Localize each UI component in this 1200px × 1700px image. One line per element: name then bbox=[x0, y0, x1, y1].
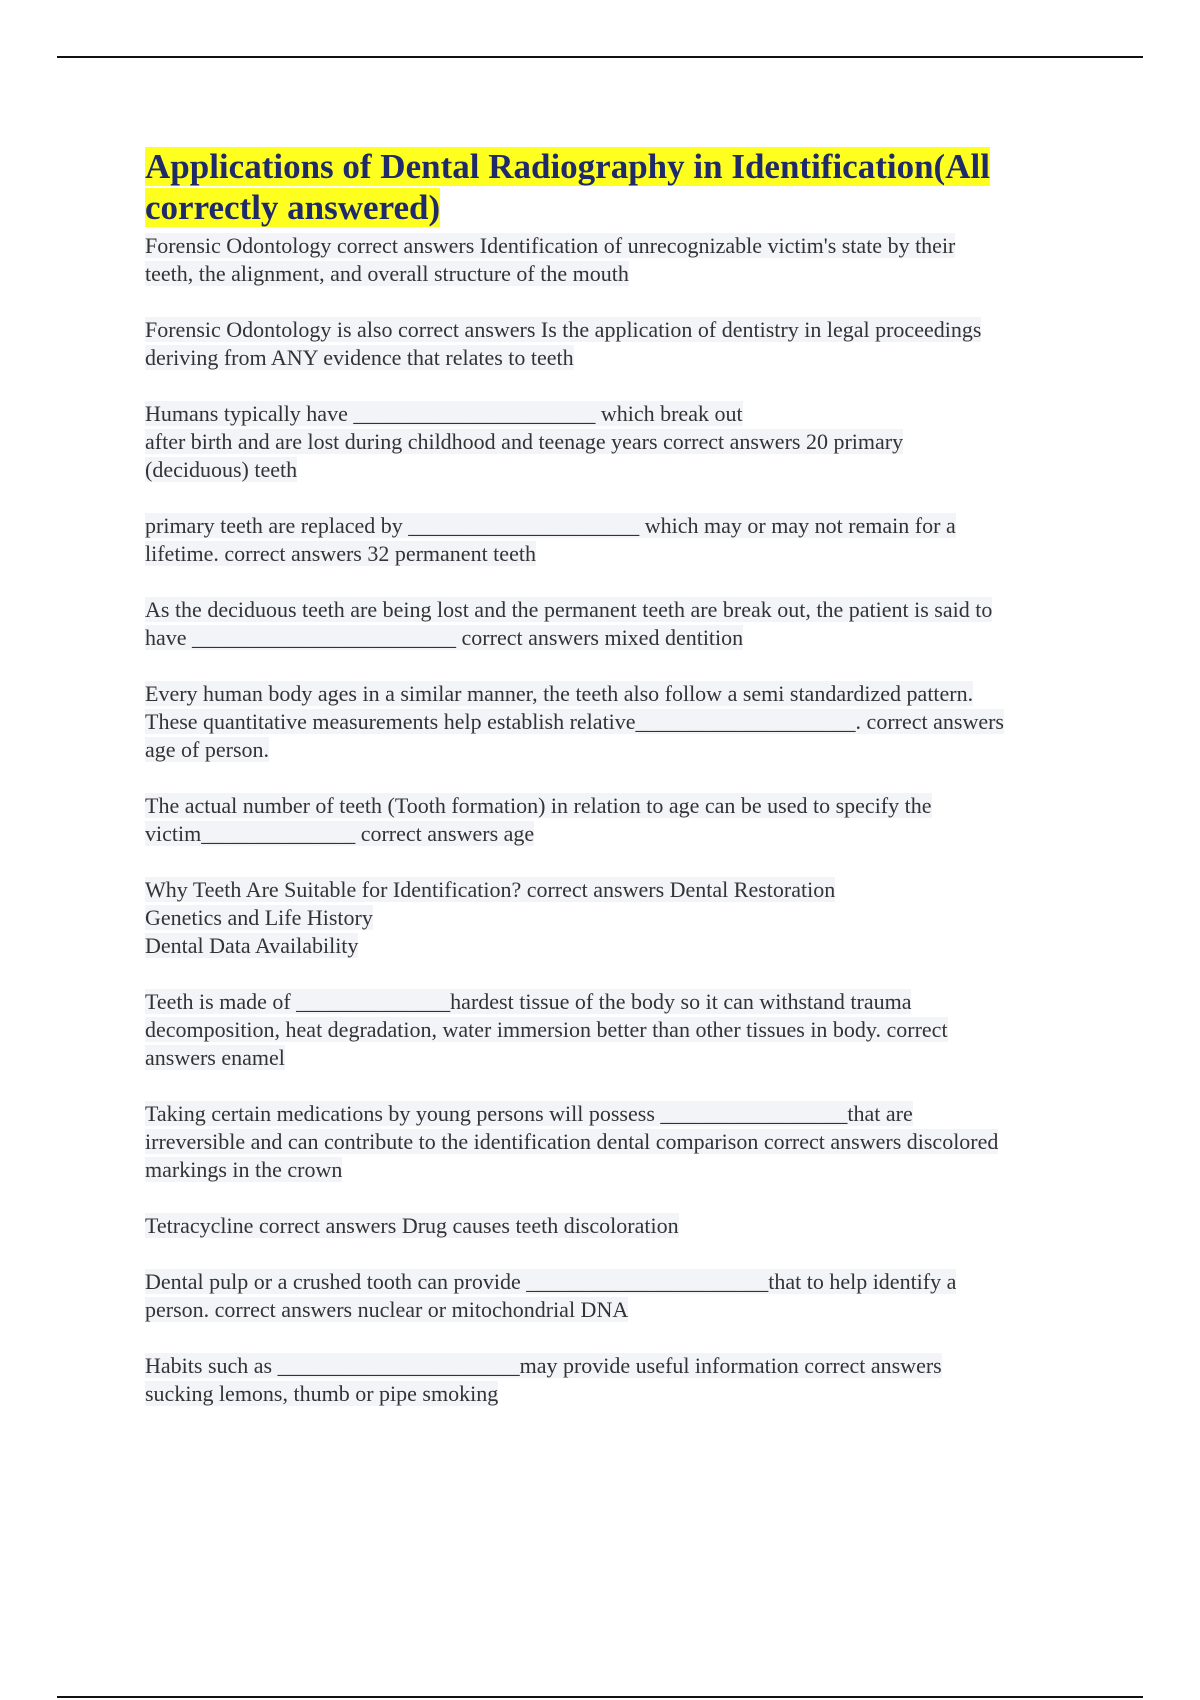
qa-entry bbox=[145, 512, 1105, 568]
qa-entry-text: Forensic Odontology is also correct answers Is the application of dentistry in legal proceedings deriving from ANY evidence that relates to teeth bbox=[145, 317, 982, 370]
qa-entry bbox=[145, 680, 1105, 764]
qa-entry-text: primary teeth are replaced by _____________________ which may or may not remain for a lifetime. correct answers 32 permanent teeth bbox=[145, 513, 956, 566]
qa-entry-text: Forensic Odontology correct answers Identification of unrecognizable victim's state by their teeth, the alignment, and overall structure of the mouth bbox=[145, 233, 956, 286]
qa-entry-text: Why Teeth Are Suitable for Identification? correct answers Dental Restoration Genetics and Life History Dental Data Availability bbox=[145, 877, 836, 958]
qa-entry bbox=[145, 596, 1105, 652]
qa-entry bbox=[145, 232, 1105, 288]
qa-entry-text: Taking certain medications by young persons will possess _________________that are irreversible and can contribute to the identification dental comparison correct answers discolored markings in the crown bbox=[145, 1101, 999, 1182]
document-body bbox=[145, 146, 1105, 1436]
qa-entry bbox=[145, 792, 1105, 848]
document-title-text: Applications of Dental Radiography in Identification(All correctly answered) bbox=[145, 147, 990, 227]
qa-entry-text: Every human body ages in a similar manner, the teeth also follow a semi standardized pattern. These quantitative measurements help establish relative____________________. correct answers age of person. bbox=[145, 681, 1004, 762]
qa-entry bbox=[145, 1100, 1105, 1184]
top-divider bbox=[57, 56, 1143, 58]
qa-entry bbox=[145, 316, 1105, 372]
qa-entry bbox=[145, 1212, 1105, 1240]
bottom-divider bbox=[57, 1696, 1143, 1698]
qa-entry-text: The actual number of teeth (Tooth formation) in relation to age can be used to specify the victim______________ correct answers age bbox=[145, 793, 932, 846]
document-title bbox=[145, 146, 1105, 228]
qa-entry bbox=[145, 400, 1105, 484]
qa-entry bbox=[145, 876, 1105, 960]
qa-entry-text: Tetracycline correct answers Drug causes teeth discoloration bbox=[145, 1213, 679, 1238]
qa-entry bbox=[145, 1352, 1105, 1408]
qa-entry-text: Dental pulp or a crushed tooth can provide ______________________that to help identify a person. correct answers nuclear or mitochondrial DNA bbox=[145, 1269, 957, 1322]
qa-entry-text: As the deciduous teeth are being lost and the permanent teeth are break out, the patient is said to have ________________________ correct answers mixed dentition bbox=[145, 597, 993, 650]
qa-entry-text: Teeth is made of ______________hardest tissue of the body so it can withstand trauma decomposition, heat degradation, water immersion better than other tissues in body. correct answers enamel bbox=[145, 989, 948, 1070]
qa-entry bbox=[145, 988, 1105, 1072]
qa-entry-text: Humans typically have ______________________ which break out after birth and are lost during childhood and teenage years correct answers 20 primary (deciduous) teeth bbox=[145, 401, 904, 482]
qa-entry bbox=[145, 1268, 1105, 1324]
qa-entry-text: Habits such as ______________________may provide useful information correct answers sucking lemons, thumb or pipe smoking bbox=[145, 1353, 942, 1406]
